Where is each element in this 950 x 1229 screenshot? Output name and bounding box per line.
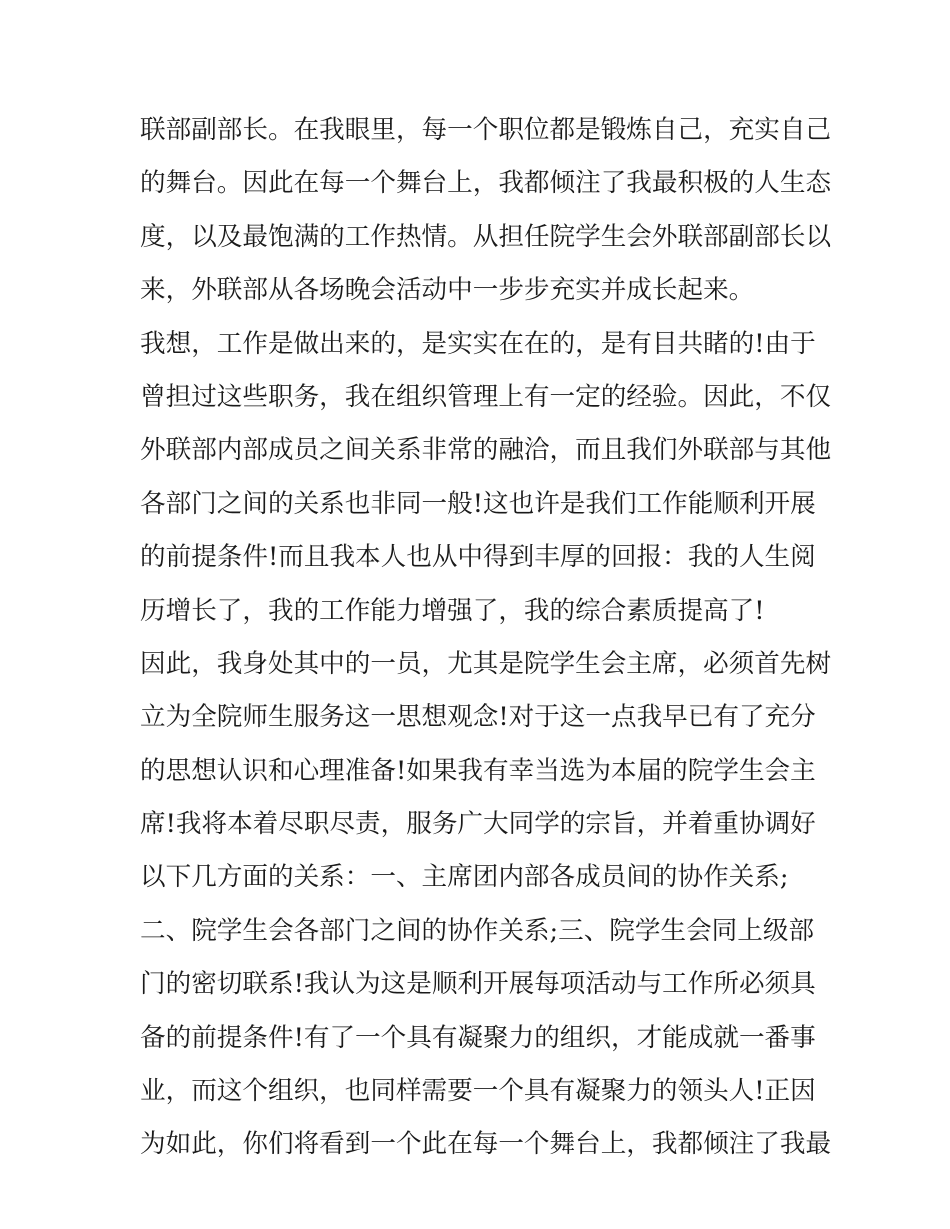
body-text xyxy=(140,104,832,1172)
text-line: 门的密切联系!我认为这是顺利开展每项活动与工作所必须具 xyxy=(140,969,816,1000)
text-line: 外联部内部成员之间关系非常的融洽，而且我们外联部与其他 xyxy=(140,435,832,466)
text-line: 的思想认识和心理准备!如果我有幸当选为本届的院学生会主 xyxy=(140,755,816,786)
text-line: 联部副部长。在我眼里，每一个职位都是锻炼自己，充实自己 xyxy=(140,115,832,145)
text-line: 业，而这个组织，也同样需要一个具有凝聚力的领头人!正因 xyxy=(140,1076,816,1107)
text-line: 来，外联部从各场晚会活动中一步步充实并成长起来。 xyxy=(140,275,755,306)
text-line: 的舞台。因此在每一个舞台上，我都倾注了我最积极的人生态 xyxy=(140,168,832,199)
text-line: 为如此，你们将看到一个此在每一个舞台上，我都倾注了我最 xyxy=(140,1129,832,1160)
text-line: 度，以及最饱满的工作热情。从担任院学生会外联部副部长以 xyxy=(140,221,832,252)
text-line: 历增长了，我的工作能力增强了，我的综合素质提高了! xyxy=(140,595,765,626)
text-line: 二、院学生会各部门之间的协作关系;三、院学生会同上级部 xyxy=(140,915,815,946)
text-line: 我想，工作是做出来的，是实实在在的，是有目共睹的!由于 xyxy=(140,328,816,359)
text-line: 的前提条件!而且我本人也从中得到丰厚的回报：我的人生阅 xyxy=(140,542,816,573)
text-line: 立为全院师生服务这一思想观念!对于这一点我早已有了充分 xyxy=(140,702,816,733)
text-line: 曾担过这些职务，我在组织管理上有一定的经验。因此，不仅 xyxy=(140,381,832,412)
text-line: 各部门之间的关系也非同一般!这也许是我们工作能顺利开展 xyxy=(140,488,816,519)
text-line: 备的前提条件!有了一个具有凝聚力的组织，才能成就一番事 xyxy=(140,1022,816,1053)
text-line: 因此，我身处其中的一员，尤其是院学生会主席，必须首先树 xyxy=(140,648,832,679)
text-line: 以下几方面的关系：一、主席团内部各成员间的协作关系; xyxy=(140,862,789,893)
text-line: 席!我将本着尽职尽责，服务广大同学的宗旨，并着重协调好 xyxy=(140,809,816,840)
